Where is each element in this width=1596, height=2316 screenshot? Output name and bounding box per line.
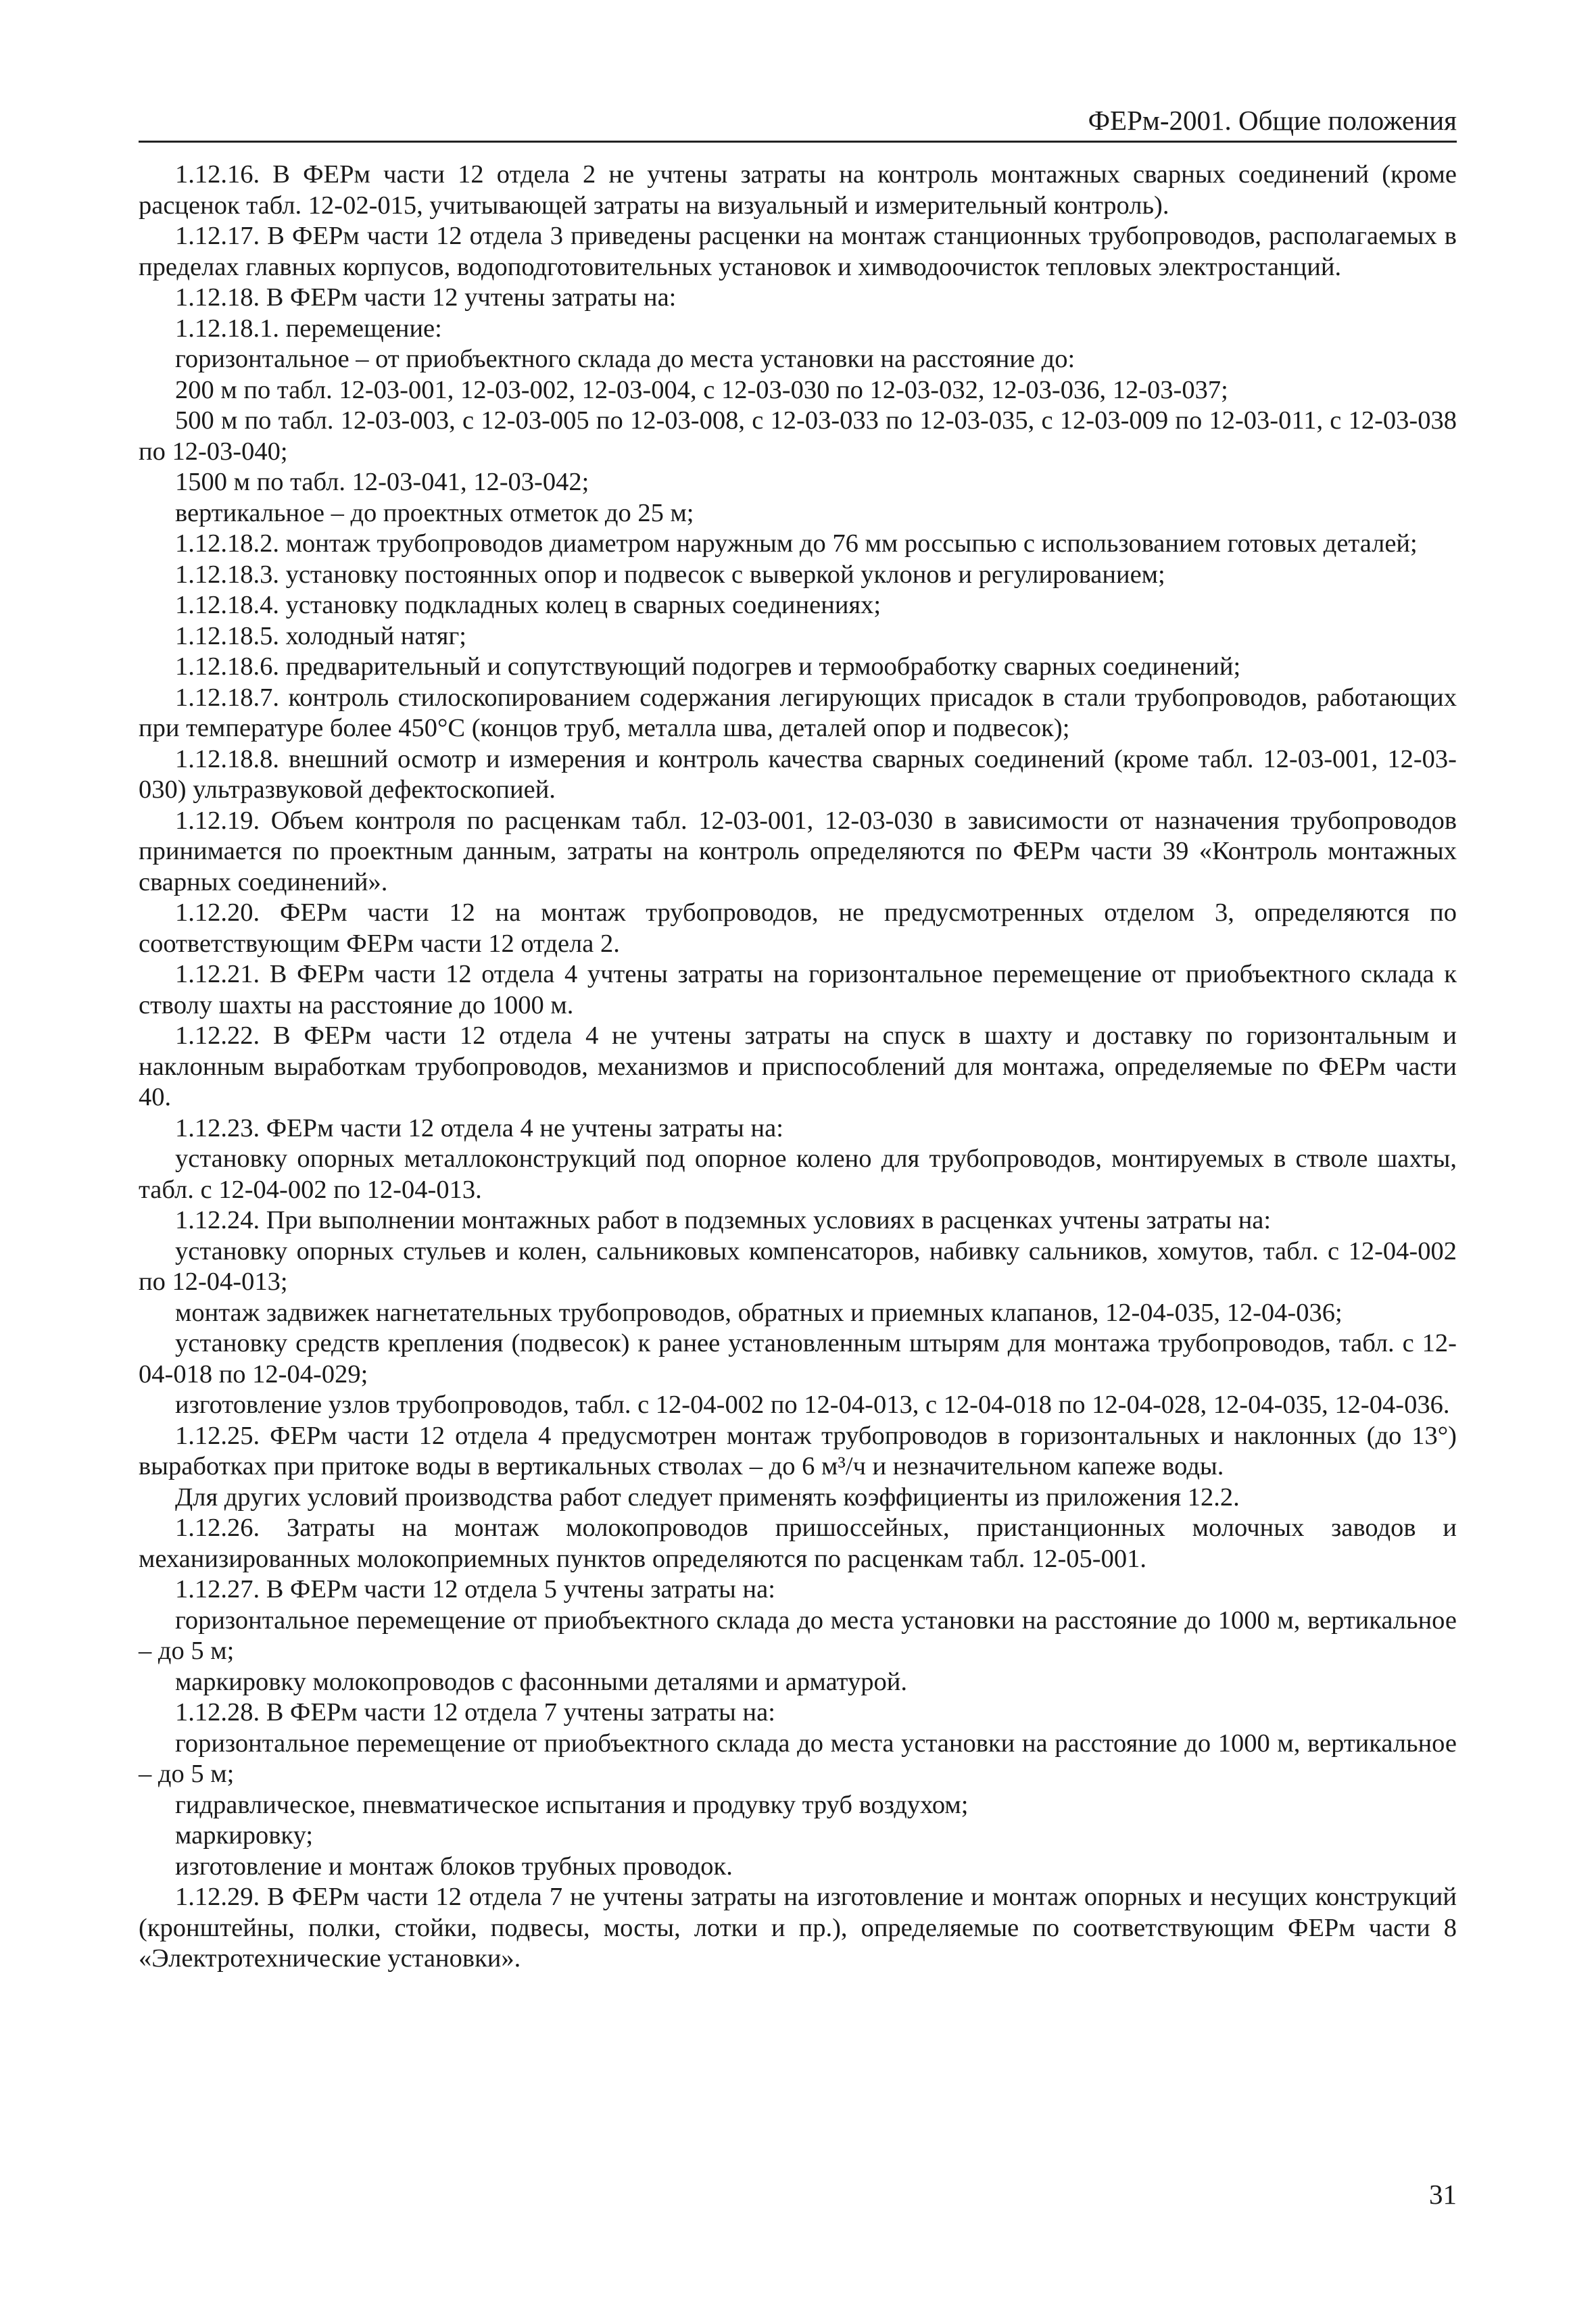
paragraph: 1.12.18.4. установку подкладных колец в сварных соединениях;: [175, 591, 881, 619]
paragraph: 1.12.19. Объем контроля по расценкам табл. 12-03-001, 12-03-030 в зависимости от назначения трубопроводов принимается по проектным данным, затраты на контроль определяются по ФЕРм части 39 «Контроль монтажных сварных соединений».: [139, 806, 1457, 896]
paragraph: 1.12.24. При выполнении монтажных работ в подземных условиях в расценках учтены затраты на:: [175, 1206, 1272, 1234]
page-number: 31: [1429, 2179, 1457, 2210]
document-body: [139, 160, 1457, 1975]
paragraph: 1.12.18.6. предварительный и сопутствующий подогрев и термообработку сварных соединений;: [175, 652, 1241, 681]
paragraph: 1.12.16. В ФЕРм части 12 отдела 2 не учтены затраты на контроль монтажных сварных соединений (кроме расценок табл. 12-02-015, учитывающей затраты на визуальный и измерительный контроль).: [139, 160, 1457, 220]
paragraph: изготовление узлов трубопроводов, табл. с 12-04-002 по 12-04-013, с 12-04-018 по 12-04-028, 12-04-035, 12-04-036.: [175, 1391, 1450, 1419]
paragraph: изготовление и монтаж блоков трубных проводок.: [175, 1852, 733, 1881]
paragraph: 1.12.28. В ФЕРм части 12 отдела 7 учтены затраты на:: [175, 1698, 775, 1727]
paragraph: 1.12.21. В ФЕРм части 12 отдела 4 учтены затраты на горизонтальное перемещение от приобъектного склада к стволу шахты на расстояние до 1000 м.: [139, 960, 1457, 1019]
paragraph: 1500 м по табл. 12-03-041, 12-03-042;: [175, 468, 589, 496]
paragraph: 1.12.23. ФЕРм части 12 отдела 4 не учтены затраты на:: [175, 1113, 783, 1142]
paragraph: установку средств крепления (подвесок) к ранее установленным штырям для монтажа трубопроводов, табл. с 12-04-018 по 12-04-029;: [139, 1329, 1457, 1389]
paragraph: горизонтальное перемещение от приобъектного склада до места установки на расстояние до 1000 м, вертикальное – до 5 м;: [139, 1729, 1457, 1788]
paragraph: 1.12.18. В ФЕРм части 12 учтены затраты на:: [175, 283, 677, 312]
paragraph: 1.12.26. Затраты на монтаж молокопроводов пришоссейных, пристанционных молочных заводов и механизированных молокоприемных пунктов определяются по расценкам табл. 12-05-001.: [139, 1514, 1457, 1573]
paragraph: гидравлическое, пневматическое испытания и продувку труб воздухом;: [175, 1790, 969, 1819]
paragraph: 1.12.17. В ФЕРм части 12 отдела 3 приведены расценки на монтаж станционных трубопроводов, располагаемых в пределах главных корпусов, водоподготовительных установок и химводоочисток тепловых электростанций.: [139, 222, 1457, 281]
running-title: ФЕРм-2001. Общие положения: [1088, 105, 1457, 136]
paragraph: установку опорных стульев и колен, сальниковых компенсаторов, набивку сальников, хомутов, табл. с 12-04-002 по 12-04-013;: [139, 1236, 1457, 1296]
paragraph: 1.12.18.3. установку постоянных опор и подвесок с выверкой уклонов и регулированием;: [175, 560, 1165, 589]
paragraph: 1.12.22. В ФЕРм части 12 отдела 4 не учтены затраты на спуск в шахту и доставку по горизонтальным и наклонным выработкам трубопроводов, механизмов и приспособлений для монтажа, определяемые по ФЕРм части 40.: [139, 1021, 1457, 1111]
paragraph: маркировку молокопроводов с фасонными деталями и арматурой.: [175, 1667, 907, 1696]
paragraph: 500 м по табл. 12-03-003, с 12-03-005 по 12-03-008, с 12-03-033 по 12-03-035, с 12-03-009 по 12-03-011, с 12-03-038 по 12-03-040;: [139, 406, 1457, 466]
paragraph: 1.12.27. В ФЕРм части 12 отдела 5 учтены затраты на:: [175, 1575, 775, 1603]
paragraph: маркировку;: [175, 1821, 314, 1850]
page-header: [139, 101, 1457, 143]
paragraph: 1.12.18.8. внешний осмотр и измерения и контроль качества сварных соединений (кроме табл. 12-03-001, 12-03-030) ультразвуковой дефектоскопией.: [139, 744, 1457, 804]
paragraph: 1.12.18.1. перемещение:: [175, 314, 442, 343]
paragraph: вертикальное – до проектных отметок до 25 м;: [175, 498, 694, 527]
paragraph: 1.12.25. ФЕРм части 12 отдела 4 предусмотрен монтаж трубопроводов в горизонтальных и наклонных (до 13°) выработках при притоке воды в вертикальных стволах – до 6 м³/ч и незначительном капеже воды.: [139, 1421, 1457, 1480]
paragraph: 200 м по табл. 12-03-001, 12-03-002, 12-03-004, с 12-03-030 по 12-03-032, 12-03-036, 12-03-037;: [175, 375, 1228, 404]
paragraph: 1.12.20. ФЕРм части 12 на монтаж трубопроводов, не предусмотренных отделом 3, определяются по соответствующим ФЕРм части 12 отдела 2.: [139, 898, 1457, 958]
paragraph: 1.12.18.5. холодный натяг;: [175, 621, 467, 650]
paragraph: горизонтальное перемещение от приобъектного склада до места установки на расстояние до 1000 м, вертикальное – до 5 м;: [139, 1606, 1457, 1665]
paragraph: монтаж задвижек нагнетательных трубопроводов, обратных и приемных клапанов, 12-04-035, 12-04-036;: [175, 1298, 1343, 1327]
paragraph: установку опорных металлоконструкций под опорное колено для трубопроводов, монтируемых в стволе шахты, табл. с 12-04-002 по 12-04-013.: [139, 1144, 1457, 1204]
paragraph: 1.12.18.2. монтаж трубопроводов диаметром наружным до 76 мм россыпью с использованием готовых деталей;: [175, 529, 1418, 558]
paragraph: Для других условий производства работ следует применять коэффициенты из приложения 12.2.: [175, 1482, 1240, 1512]
paragraph: 1.12.29. В ФЕРм части 12 отдела 7 не учтены затраты на изготовление и монтаж опорных и несущих конструкций (кронштейны, полки, стойки, подвесы, мосты, лотки и пр.), определяемые по соответствующим ФЕРм части 8 «Электротехнические установки».: [139, 1883, 1457, 1973]
paragraph: 1.12.18.7. контроль стилоскопированием содержания легирующих присадок в стали трубопроводов, работающих при температуре более 450°С (концов труб, металла шва, деталей опор и подвесок);: [139, 683, 1457, 742]
paragraph: горизонтальное – от приобъектного склада до места установки на расстояние до:: [175, 345, 1075, 373]
